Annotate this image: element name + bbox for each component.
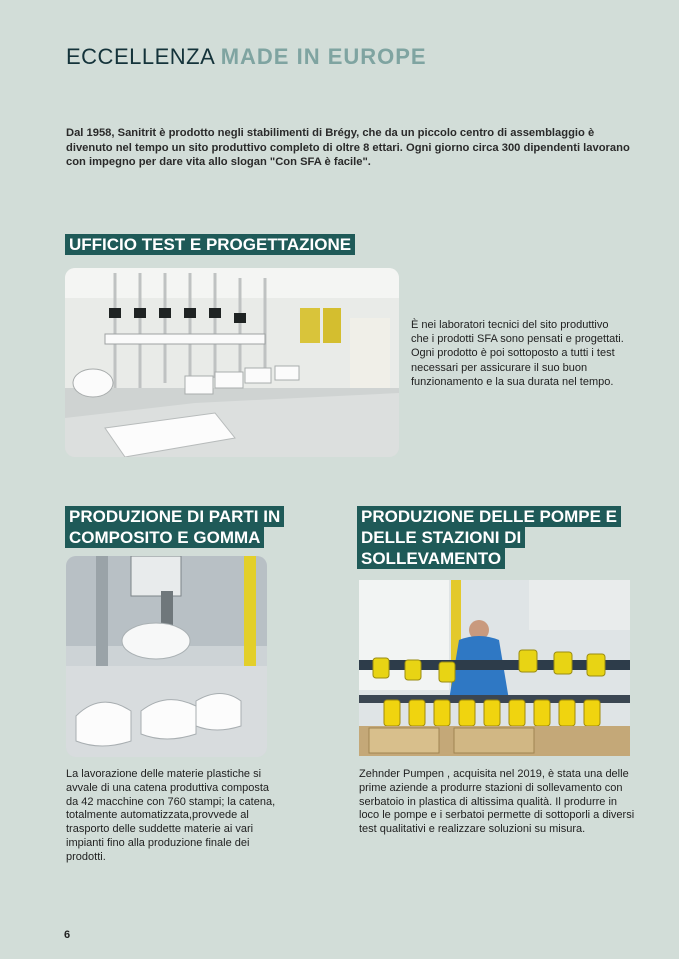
composite-production-photo: [66, 556, 267, 757]
pump-production-photo: [359, 580, 630, 756]
section-heading-text: PRODUZIONE DELLE POMPE E DELLE STAZIONI DI SOLLEVAMENTO: [357, 506, 621, 569]
section-text-composite: La lavorazione delle materie plastiche si avvale di una catena produttiva composta da 42 macchine con 760 stampi; la catena, totalmente automatizzata,provvede al trasporto delle suddette materie ai vari impianti fino alla produzione finale dei prodotti.: [66, 768, 276, 863]
lab-photo: [65, 268, 399, 457]
section-heading-composite: [65, 506, 335, 548]
title-part-1: ECCELLENZA: [66, 44, 215, 69]
title-part-2: MADE IN EUROPE: [220, 44, 427, 69]
section-text-pumps: Zehnder Pumpen , acquisita nel 2019, è stata una delle prime aziende a produrre stazioni di sollevamento con serbatoio in plastica di altissima qualità. Il produrre in loco le pompe e i serbatoi permette di sottoporli a diversi test qualitativi e realizzare soluzioni su misura.: [359, 768, 635, 836]
section-heading-pumps: [357, 506, 647, 569]
section-heading-test-lab: [65, 234, 355, 255]
section-heading-text: PRODUZIONE DI PARTI IN COMPOSITO E GOMMA: [65, 506, 284, 548]
page-number: 6: [64, 929, 71, 941]
intro-paragraph: Dal 1958, Sanitrit è prodotto negli stabilimenti di Brégy, che da un piccolo centro di assemblaggio è divenuto nel tempo un sito produttivo completo di oltre 8 ettari. Ogni giorno circa 300 dipendenti lavorano con impegno per dare vita allo slogan "Con SFA è facile".: [66, 127, 630, 168]
section-heading-text: UFFICIO TEST E PROGETTAZIONE: [65, 234, 355, 255]
page-title: [66, 44, 427, 70]
section-text-test-lab: È nei laboratori tecnici del sito produttivo che i prodotti SFA sono pensati e progettati. Ogni prodotto è poi sottoposto a tutti i test necessari per assicurare il suo buon funzionamento e la sua durata nel tempo.: [411, 319, 624, 388]
